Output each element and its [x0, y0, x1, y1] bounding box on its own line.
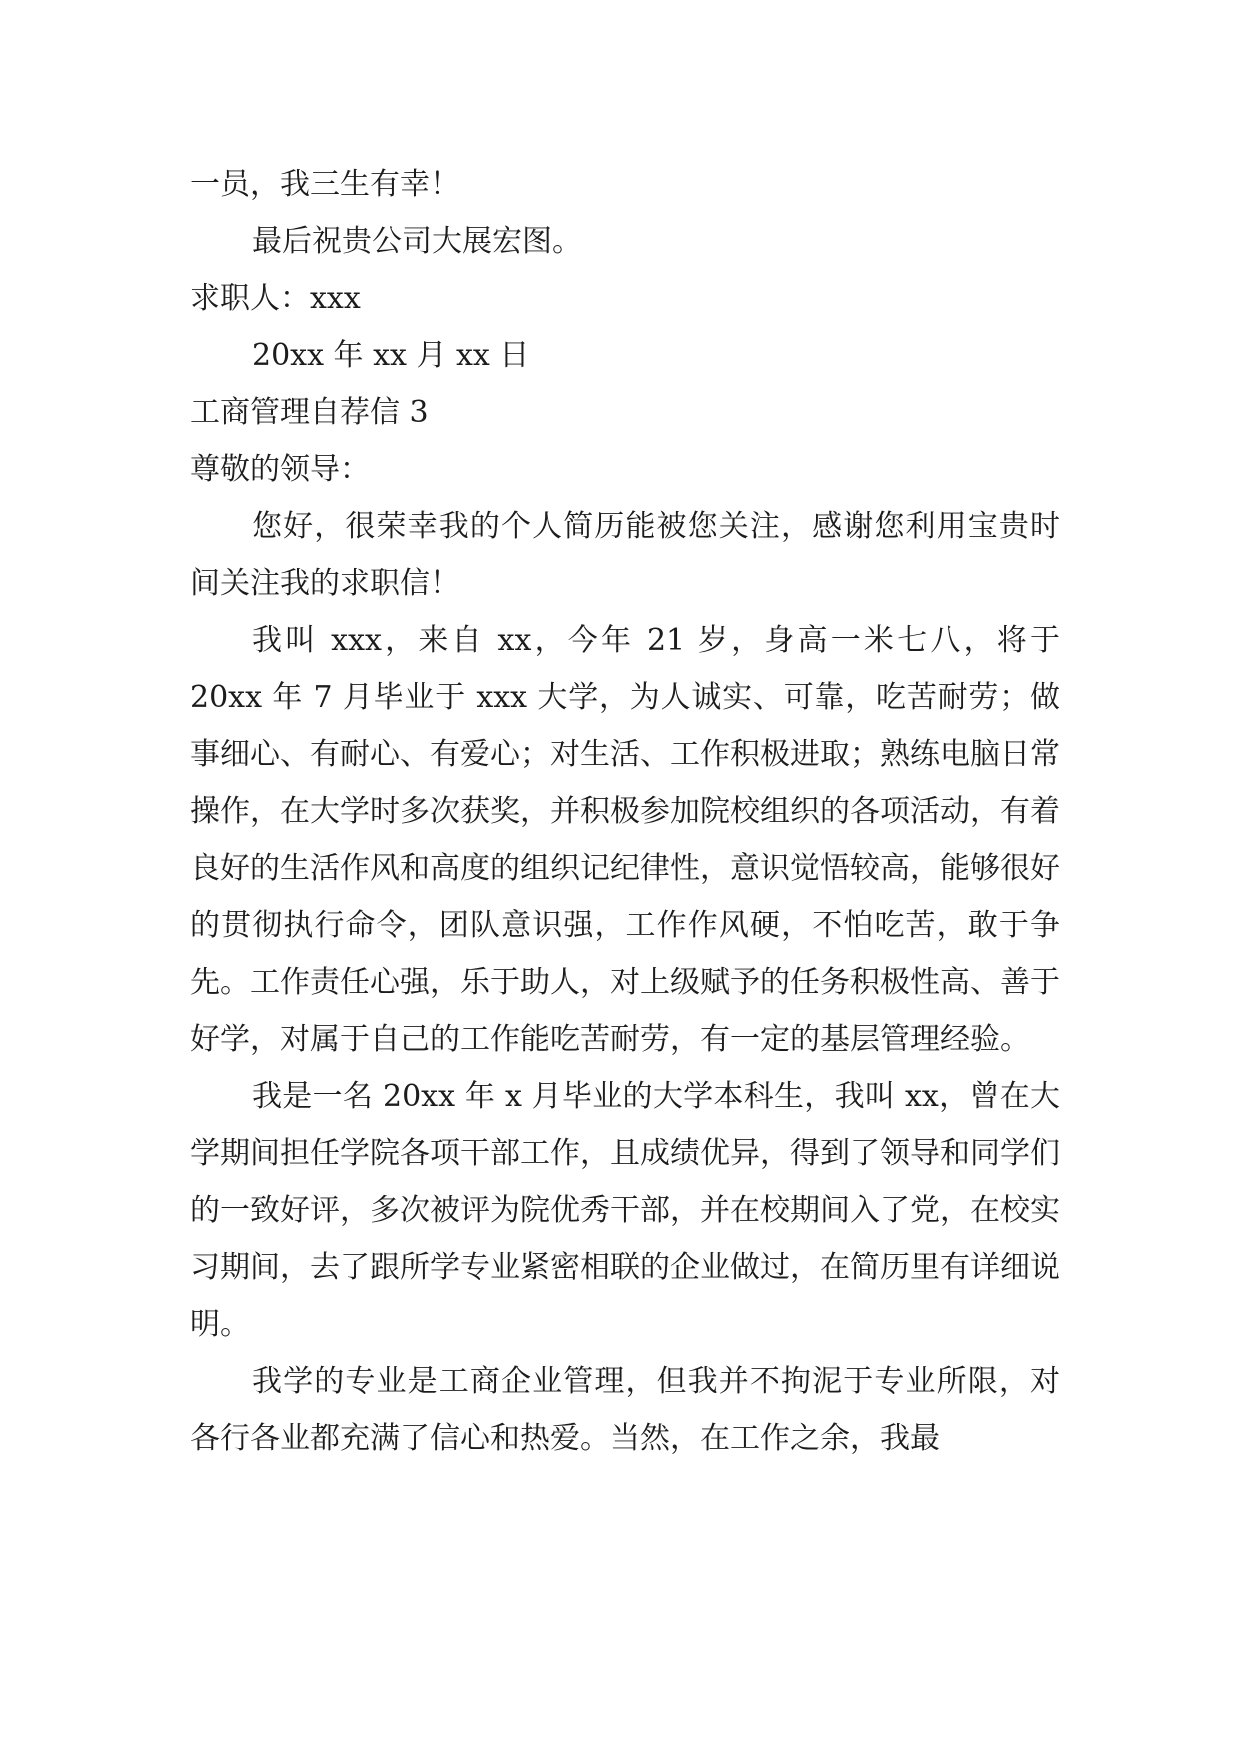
continuation-line: 一员，我三生有幸！: [190, 167, 460, 202]
letter-date: 20xx 年 xx 月 xx 日: [252, 338, 530, 373]
paragraph-self-intro: 我叫 xxx，来自 xx，今年 21 岁，身高一米七八，将于 20xx 年 7 月毕业于 xxx 大学，为人诚实、可靠，吃苦耐劳；做事细心、有耐心、有爱心；对生活、工作积极进取；熟练电脑日常操作，在大学时多次获奖，并积极参加院校组织的各项活动，有着良好的生活作风和高度的组织记纪律性，意识觉悟较高，能够很好的贯彻执行命令，团队意识强，工作作风硬，不怕吃苦，敢于争先。工作责任心强，乐于助人，对上级赋予的任务积极性高、善于好学，对属于自己的工作能吃苦耐劳，有一定的基层管理经验。: [190, 623, 1060, 1057]
paragraph-greeting: 您好，很荣幸我的个人简历能被您关注，感谢您利用宝贵时间关注我的求职信！: [190, 509, 1060, 601]
paragraph-major: 我学的专业是工商企业管理，但我并不拘泥于专业所限，对各行各业都充满了信心和热爱。当然，在工作之余，我最: [190, 1364, 1060, 1456]
paragraph-education: 我是一名 20xx 年 x 月毕业的大学本科生，我叫 xx，曾在大学期间担任学院各项干部工作，且成绩优异，得到了领导和同学们的一致好评，多次被评为院优秀干部，并在校期间入了党，在校实习期间，去了跟所学专业紧密相联的企业做过，在简历里有详细说明。: [190, 1079, 1060, 1342]
closing-wish: 最后祝贵公司大展宏图。: [252, 224, 582, 259]
document-body: [190, 156, 1060, 1467]
applicant-signature: 求职人：xxx: [190, 281, 361, 316]
salutation: 尊敬的领导：: [190, 452, 370, 487]
letter-heading: 工商管理自荐信 3: [190, 395, 429, 430]
